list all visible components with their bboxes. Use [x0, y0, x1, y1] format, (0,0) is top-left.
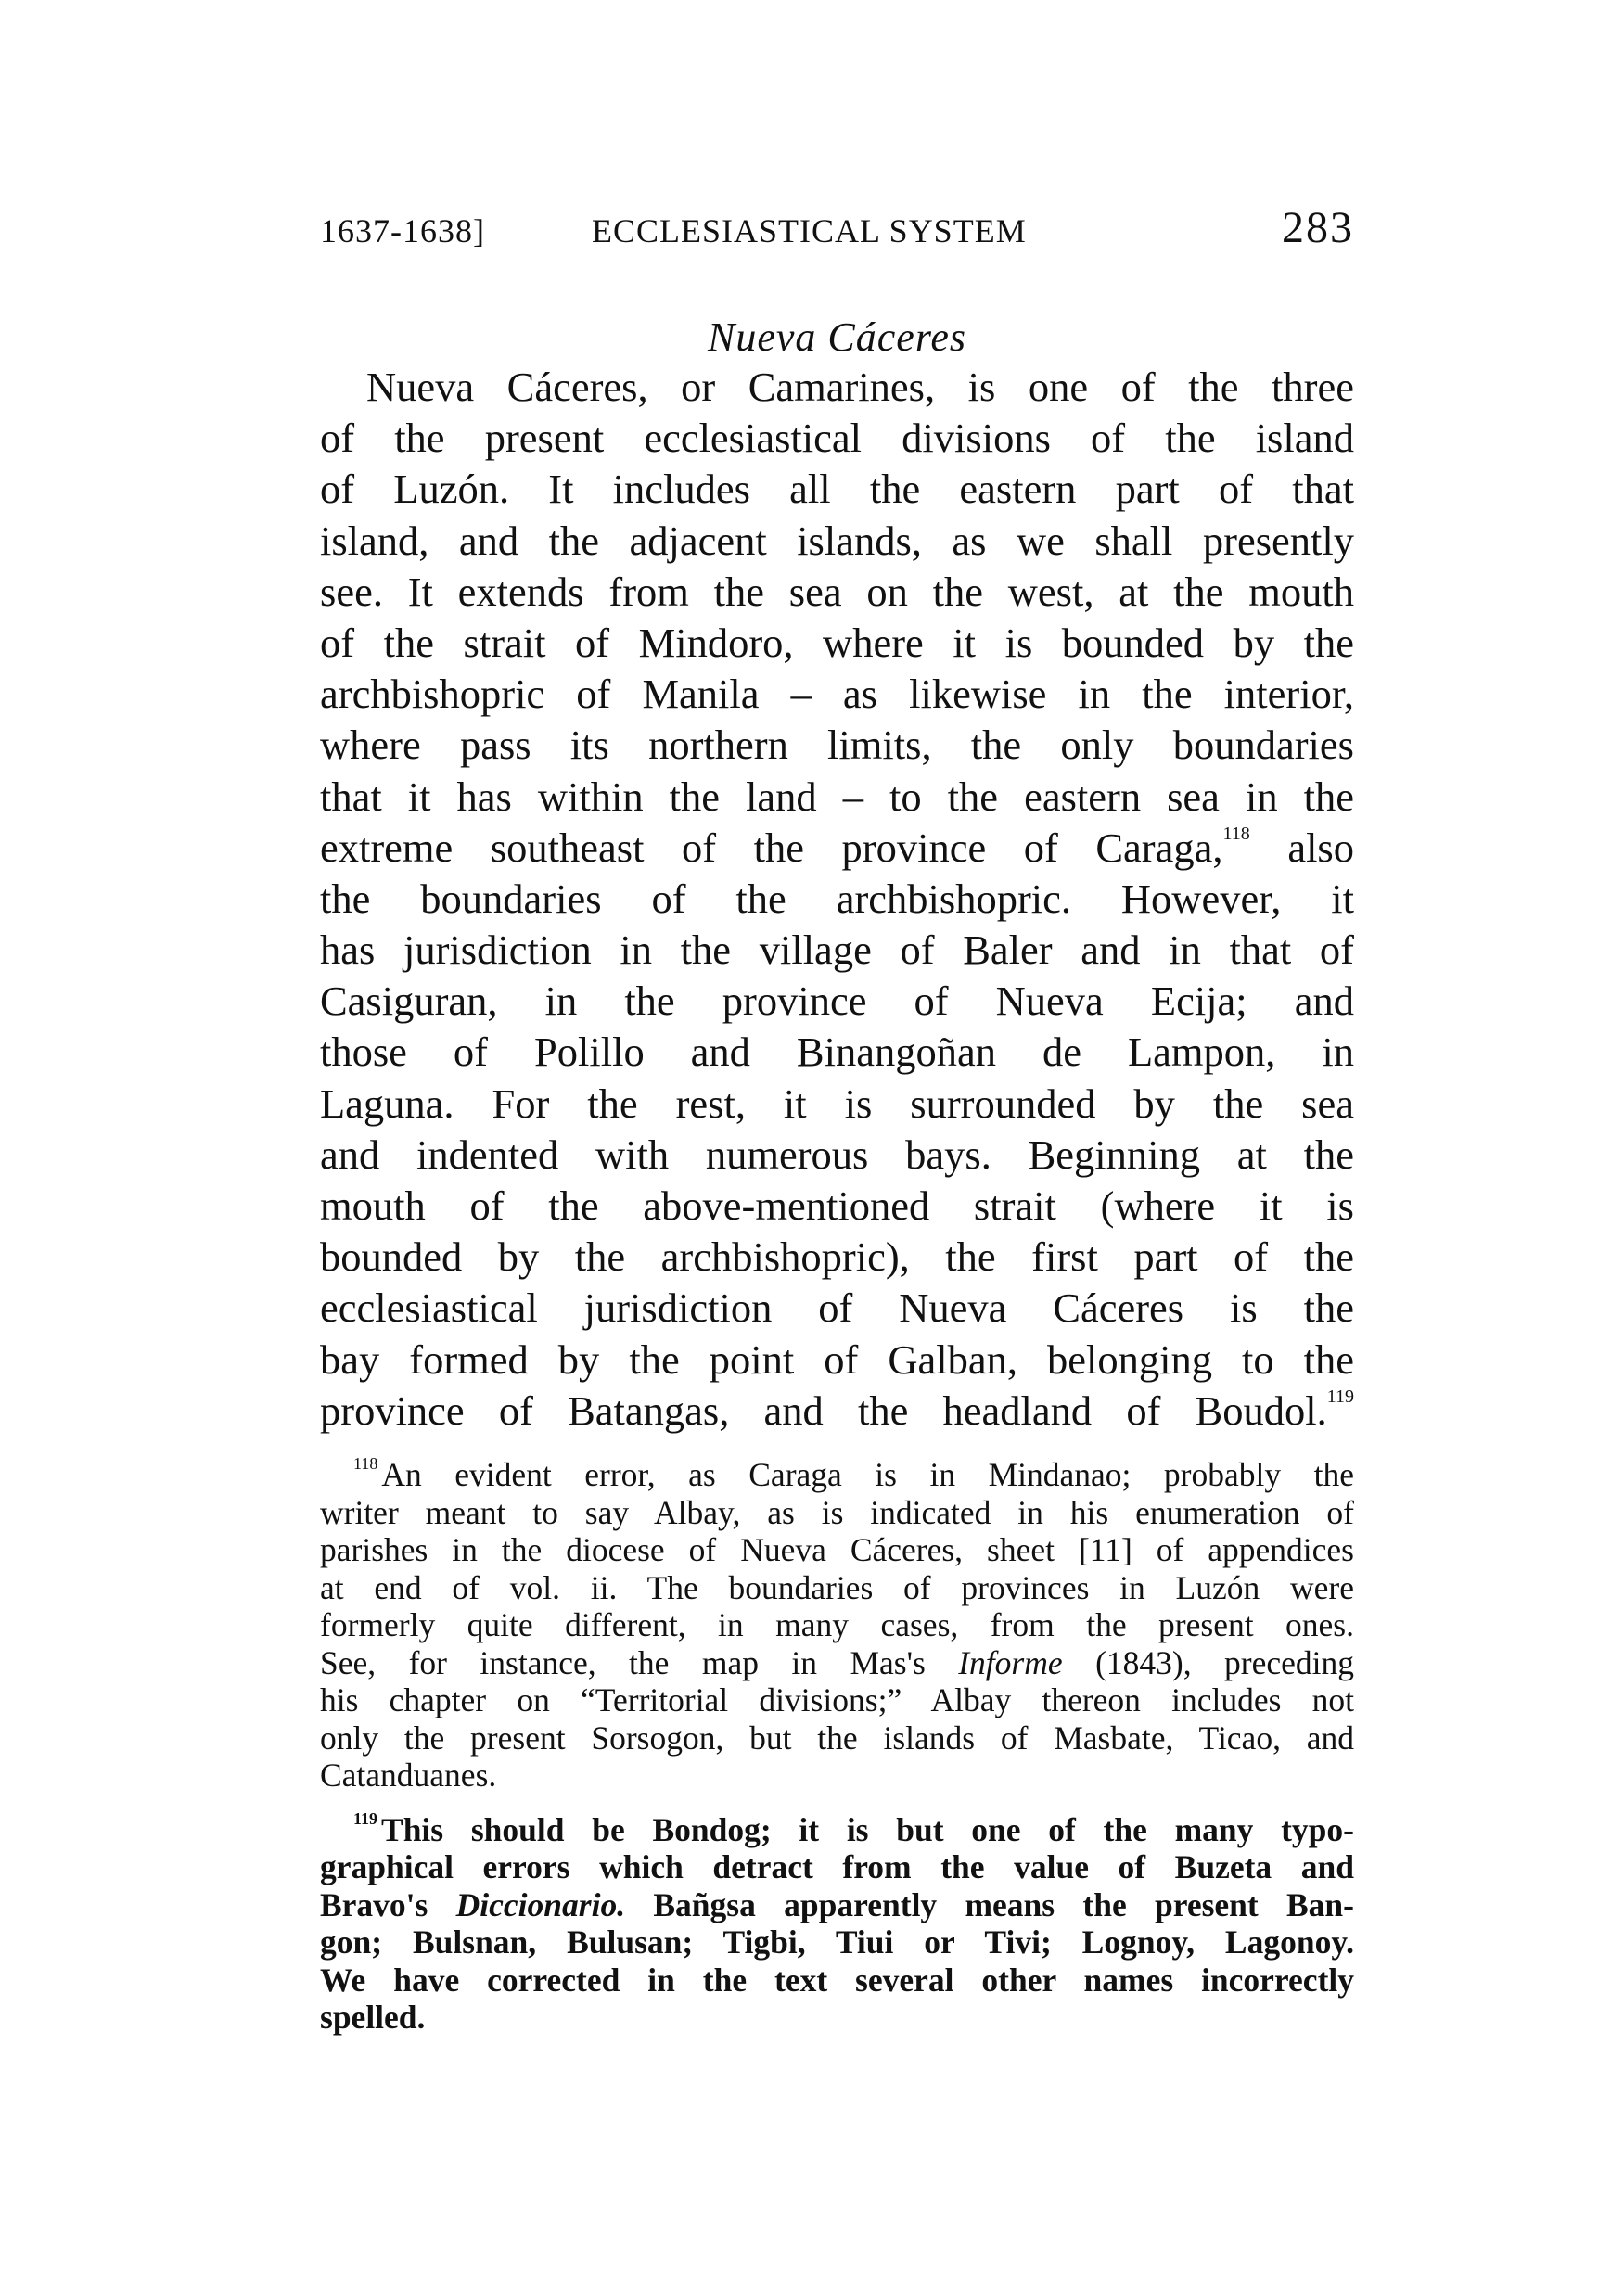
footnote-line-head: Bravo's	[320, 1885, 428, 1923]
body-line: of the present ecclesiastical divisions of the island	[320, 415, 1354, 462]
body-line-text: extreme southeast of the province of Caraga,	[320, 824, 1223, 871]
footnote-line-tail: Bañgsa apparently means the present Ban-	[653, 1885, 1354, 1923]
body-line: the boundaries of the archbishopric. However, it	[320, 875, 1354, 922]
body-line: Casiguran, in the province of Nueva Ecija; and	[320, 977, 1354, 1025]
body-text	[320, 362, 1354, 1437]
footnotes	[320, 1456, 1354, 2037]
body-line	[320, 1386, 1354, 1437]
running-head	[320, 202, 1354, 258]
body-line-tail: also	[1287, 824, 1354, 871]
footnote-119	[320, 1808, 1354, 2037]
footnote-118	[320, 1456, 1354, 1795]
footnote-italic-title: Diccionario.	[455, 1885, 626, 1923]
footnote-line	[320, 1886, 1354, 1924]
footnote-line: only the present Sorsogon, but the islands of Masbate, Ticao, and	[320, 1718, 1354, 1757]
footnote-italic-title: Informe	[958, 1643, 1063, 1681]
body-line: mouth of the above-mentioned strait (where it is	[320, 1182, 1354, 1229]
footnote-line: graphical errors which detract from the value of Buzeta and	[320, 1848, 1354, 1885]
footnote-line: formerly quite different, in many cases, from the present ones.	[320, 1606, 1354, 1643]
running-head-years: 1637-1638]	[320, 212, 485, 249]
body-line: island, and the adjacent islands, as we shall presently	[320, 517, 1354, 564]
footnote-line: writer meant to say Albay, as is indicated in his enumeration of	[320, 1493, 1354, 1531]
body-line: see. It extends from the sea on the west, at the mouth	[320, 568, 1354, 615]
footnote-line: Catanduanes.	[320, 1757, 497, 1794]
body-line: ecclesiastical jurisdiction of Nueva Cáceres is the	[320, 1284, 1354, 1332]
footnote-marker: 119	[353, 1808, 378, 1828]
section-title: Nueva Cáceres	[708, 314, 966, 360]
body-line: those of Polillo and Binangoñan de Lampon, in	[320, 1029, 1354, 1076]
footnote-line: We have corrected in the text several other names incorrectly	[320, 1961, 1354, 1999]
body-line: of the strait of Mindoro, where it is bounded by the	[320, 619, 1354, 666]
footnote-line	[320, 1644, 1354, 1682]
body-line: bounded by the archbishopric), the first part of the	[320, 1233, 1354, 1281]
body-line: Laguna. For the rest, it is surrounded by the sea	[320, 1080, 1354, 1127]
footnote-line-text: This should be Bondog; it is but one of the many typo-	[381, 1810, 1354, 1848]
body-line: has jurisdiction in the village of Baler and in that of	[320, 926, 1354, 974]
body-line	[320, 823, 1354, 874]
footnote-line-tail: (1843), preceding	[1095, 1643, 1354, 1681]
body-line: and indented with numerous bays. Beginning at the	[320, 1131, 1354, 1178]
page-number: 283	[1282, 203, 1354, 252]
body-line: that it has within the land – to the eastern sea in the	[320, 773, 1354, 820]
body-line: of Luzón. It includes all the eastern part of that	[320, 466, 1354, 513]
footnote-line: parishes in the diocese of Nueva Cáceres, sheet [11] of appendices	[320, 1531, 1354, 1568]
body-line: where pass its northern limits, the only boundaries	[320, 722, 1354, 769]
body-line: bay formed by the point of Galban, belonging to the	[320, 1335, 1354, 1383]
running-head-title: ECCLESIASTICAL SYSTEM	[592, 212, 1027, 249]
footnote-line	[320, 1456, 1354, 1494]
footnote-marker: 118	[353, 1454, 378, 1473]
footnote-ref-119[interactable]: 119	[1326, 1386, 1354, 1407]
footnote-line: at end of vol. ii. The boundaries of provinces in Luzón were	[320, 1568, 1354, 1606]
footnote-line	[320, 1808, 1354, 1849]
footnote-line-text: An evident error, as Caraga is in Mindanao; probably the	[381, 1456, 1354, 1493]
footnote-ref-118[interactable]: 118	[1222, 823, 1250, 844]
footnote-line: gon; Bulsnan, Bulusan; Tigbi, Tiui or Tivi; Lognoy, Lagonoy.	[320, 1923, 1354, 1961]
footnote-line: his chapter on “Territorial divisions;” Albay thereon includes not	[320, 1681, 1354, 1718]
footnote-line-text: See, for instance, the map in Mas's	[320, 1643, 926, 1681]
footnote-line: spelled.	[320, 1999, 426, 2036]
body-line: Nueva Cáceres, or Camarines, is one of the three	[366, 364, 1354, 410]
body-line: archbishopric of Manila – as likewise in the interior,	[320, 671, 1354, 718]
body-line-text: province of Batangas, and the headland of Boudol.	[320, 1386, 1327, 1434]
